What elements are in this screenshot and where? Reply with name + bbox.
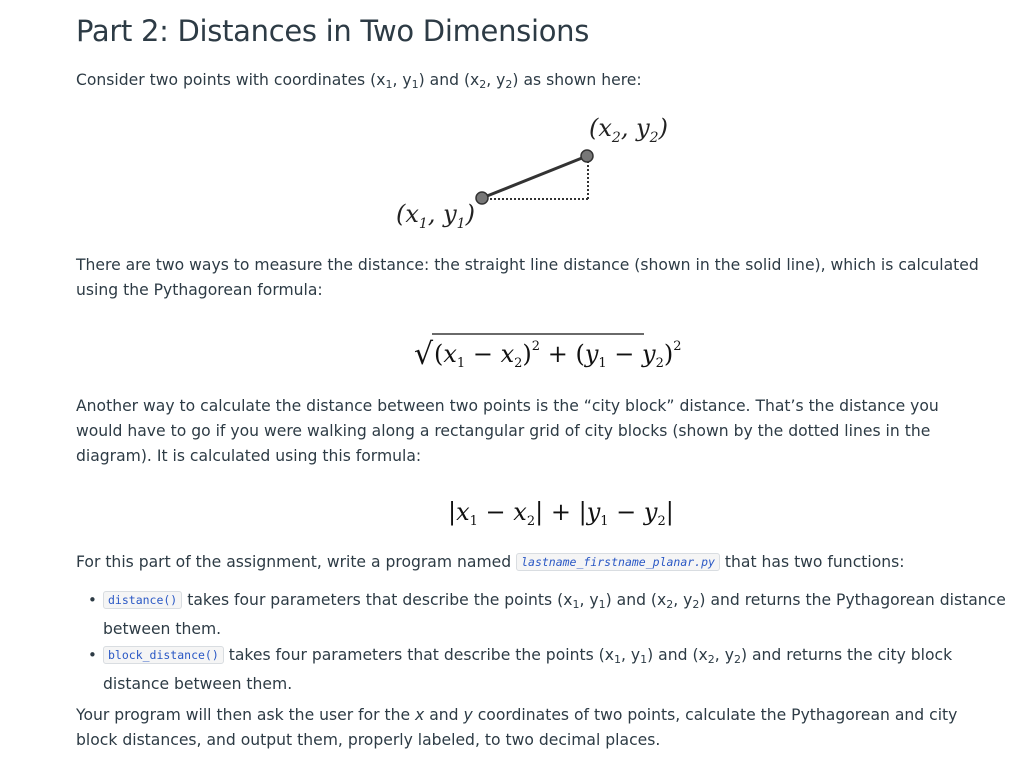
distance-function-code: distance()	[103, 591, 182, 609]
block-distance-function-code: block_distance()	[103, 646, 224, 664]
page-title: Part 2: Distances in Two Dimensions	[76, 14, 590, 48]
city-block-paragraph: Another way to calculate the distance between two points is the “city block” distance. That’s the distance you would have to go if you were walking along a rectangular grid of city blocks (shown by the dotted lines in the diagram). It is calculated using this formula:	[76, 397, 939, 465]
point-2-label: ($x_2$, $y_2$)	[589, 114, 668, 146]
pythagorean-paragraph: There are two ways to measure the distance: the straight line distance (shown in the solid line), which is calculated using the Pythagorean formula:	[76, 256, 979, 299]
intro-paragraph: Consider two points with coordinates ($x_1$, $y_1$) and ($x_2$, $y_2$) as shown here:	[76, 71, 642, 91]
pythagorean-formula	[412, 328, 682, 374]
point-1-label: ($x_1$, $y_1$)	[396, 200, 475, 232]
formula-pythag-body: $(x_1 - x_2)^2 + (y_1 - y_2)^2$	[434, 339, 682, 371]
output-paragraph: Your program will then ask the user for the x and y coordinates of two points, calculate the Pythagorean and city block distances, and output them, properly labeled, to two decimal places.	[76, 706, 958, 749]
solid-distance-line	[482, 156, 587, 198]
function-list	[76, 588, 1013, 698]
list-item-distance: • distance() takes four parameters that describe the points ($x_1$, $y_1$) and ($x_2$, $y_2$) and returns the Pythagorean distance between them.	[103, 588, 1013, 642]
bullet-icon: •	[88, 591, 97, 609]
formula-city-body: $|x_1 - x_2| + |y_1 - y_2|$	[448, 498, 674, 529]
formula-sqrt-sign: √	[414, 337, 434, 372]
list-item-block-distance: • block_distance() takes four parameters that describe the points ($x_1$, $y_1$) and ($x_2$, $y_2$) and returns the city block distance between them.	[103, 643, 1013, 697]
point-2	[581, 150, 593, 162]
bullet-icon: •	[88, 646, 97, 664]
filename-code: lastname_firstname_planar.py	[516, 553, 720, 571]
program-paragraph: For this part of the assignment, write a program named lastname_firstname_planar.py that has two functions:	[76, 553, 905, 571]
point-1	[476, 192, 488, 204]
city-block-formula	[446, 492, 674, 532]
